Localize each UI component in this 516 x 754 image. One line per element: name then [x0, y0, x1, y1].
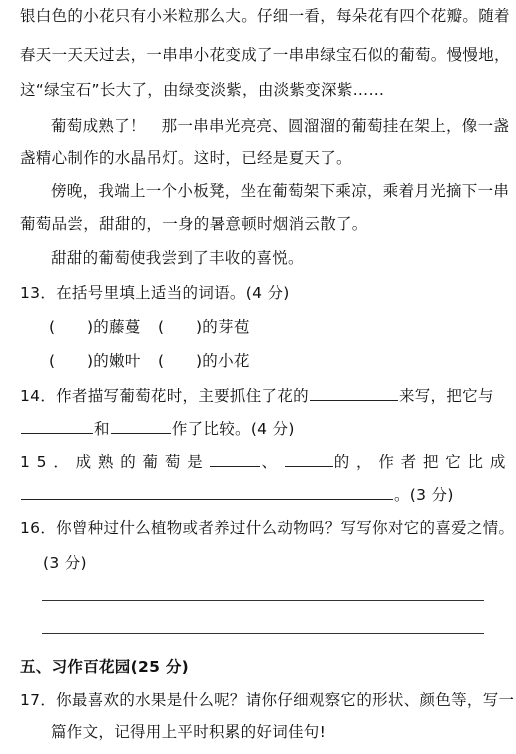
- q13-blank-nen-ye[interactable]: ( )的嫩叶: [49, 352, 141, 370]
- q14-blank-2[interactable]: [21, 418, 93, 434]
- passage-line-6: 傍晚，我端上一个小板凳，坐在葡萄架下乘凉，乘着月光摘下一串: [51, 182, 510, 200]
- q15-text-before: 15．成熟的葡萄是: [20, 453, 210, 471]
- q15-text-after: 的，作者把它比成: [333, 453, 513, 471]
- q15-text-sep: 、: [261, 453, 284, 471]
- q16-answer-line-1[interactable]: [42, 600, 484, 601]
- section-five-heading: 五、习作百花园(25 分): [20, 658, 190, 676]
- passage-line-4: 葡萄成熟了！ 那一串串光亮亮、圆溜溜的葡萄挂在架上，像一盏: [51, 117, 510, 135]
- q17-line-1: 17．你最喜欢的水果是什么呢？请你仔细观察它的形状、颜色等，写一: [20, 691, 515, 709]
- q15-blank-1[interactable]: [210, 451, 260, 467]
- q16-score: (3 分): [43, 554, 87, 572]
- passage-line-3: 这“绿宝石”长大了，由绿变淡紫，由淡紫变深紫……: [20, 81, 385, 99]
- q15-line-2: [20, 484, 516, 505]
- q14-line-2: [20, 418, 516, 439]
- passage-line-2: 春天一天天过去，一串串小花变成了一串串绿宝石似的葡萄。慢慢地，: [20, 46, 510, 64]
- q16-prompt: 16．你曾种过什么植物或者养过什么动物吗？写写你对它的喜爱之情。: [20, 519, 515, 537]
- q14-text-he: 和: [94, 420, 110, 438]
- q14-text-after: 来写，把它与: [398, 387, 494, 405]
- passage-line-7: 葡萄品尝，甜甜的，一身的暑意顿时烟消云散了。: [20, 215, 368, 233]
- q17-line-2: 篇作文，记得用上平时积累的好词佳句!: [51, 723, 327, 741]
- q15-line-1: [20, 451, 516, 472]
- q15-text-end: 。(3 分): [394, 486, 454, 504]
- passage-line-1: 银白色的小花只有小米粒那么大。仔细一看，每朵花有四个花瓣。随着: [20, 7, 510, 25]
- q14-line-1: [20, 385, 516, 406]
- q14-blank-1[interactable]: [310, 385, 398, 401]
- q13-blank-teng-man[interactable]: ( )的藤蔓: [49, 318, 141, 336]
- q15-blank-2[interactable]: [285, 451, 333, 467]
- q13-blank-ya-bao[interactable]: ( )的芽苞: [158, 318, 250, 336]
- q16-answer-line-2[interactable]: [42, 633, 484, 634]
- passage-line-5: 盏精心制作的水晶吊灯。这时，已经是夏天了。: [20, 149, 352, 167]
- q13-prompt: 13．在括号里填上适当的词语。(4 分): [20, 284, 290, 302]
- q14-text-before: 14．作者描写葡萄花时，主要抓住了花的: [20, 387, 309, 405]
- q13-blank-xiao-hua[interactable]: ( )的小花: [158, 352, 250, 370]
- q15-blank-3[interactable]: [21, 484, 393, 500]
- passage-line-8: 甜甜的葡萄使我尝到了丰收的喜悦。: [51, 249, 304, 267]
- q14-blank-3[interactable]: [111, 418, 171, 434]
- q14-text-end: 作了比较。(4 分): [171, 420, 295, 438]
